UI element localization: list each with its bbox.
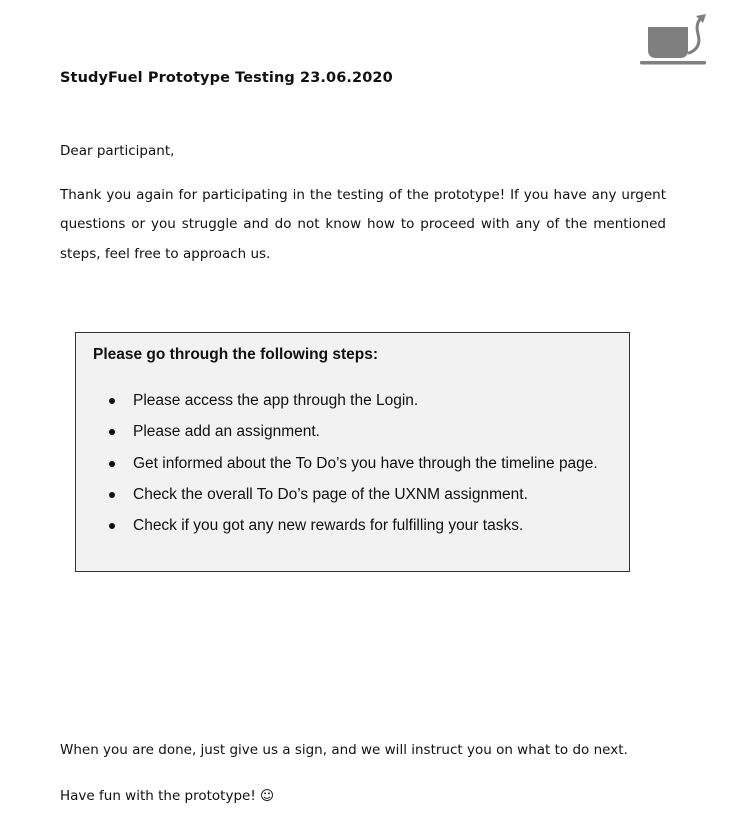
document-title: StudyFuel Prototype Testing 23.06.2020: [60, 70, 393, 86]
step-text: Get informed about the To Do’s you have through the timeline page.: [133, 454, 598, 472]
coffee-cup-logo-icon: [636, 12, 710, 68]
bullet-icon: [109, 492, 115, 498]
step-item: [76, 422, 598, 453]
steps-list: [76, 391, 598, 547]
step-text: Please access the app through the Login.: [133, 392, 419, 409]
have-fun-text: Have fun with the prototype! ☺: [60, 788, 275, 804]
step-text: Check the overall To Do’s page of the UXNM assignment.: [133, 485, 528, 503]
bullet-icon: [109, 523, 115, 529]
steps-heading: Please go through the following steps:: [93, 346, 379, 363]
step-item: [76, 391, 598, 422]
step-item: [76, 485, 598, 516]
bullet-icon: [109, 429, 115, 435]
steps-box: [75, 332, 630, 572]
greeting-text: Dear participant,: [60, 143, 175, 159]
closing-text: When you are done, just give us a sign, and we will instruct you on what to do next.: [60, 742, 628, 758]
step-text: Please add an assignment.: [133, 423, 320, 441]
bullet-icon: [109, 461, 115, 467]
step-item: [76, 454, 598, 485]
bullet-icon: [109, 398, 115, 404]
step-item: [76, 516, 598, 547]
intro-paragraph: Thank you again for participating in the testing of the prototype! If you have any urgent questions or you struggle and do not know how to proceed with any of the mentioned steps, feel free to approach us.: [60, 187, 666, 262]
step-text: Check if you got any new rewards for fulfilling your tasks.: [133, 517, 524, 535]
